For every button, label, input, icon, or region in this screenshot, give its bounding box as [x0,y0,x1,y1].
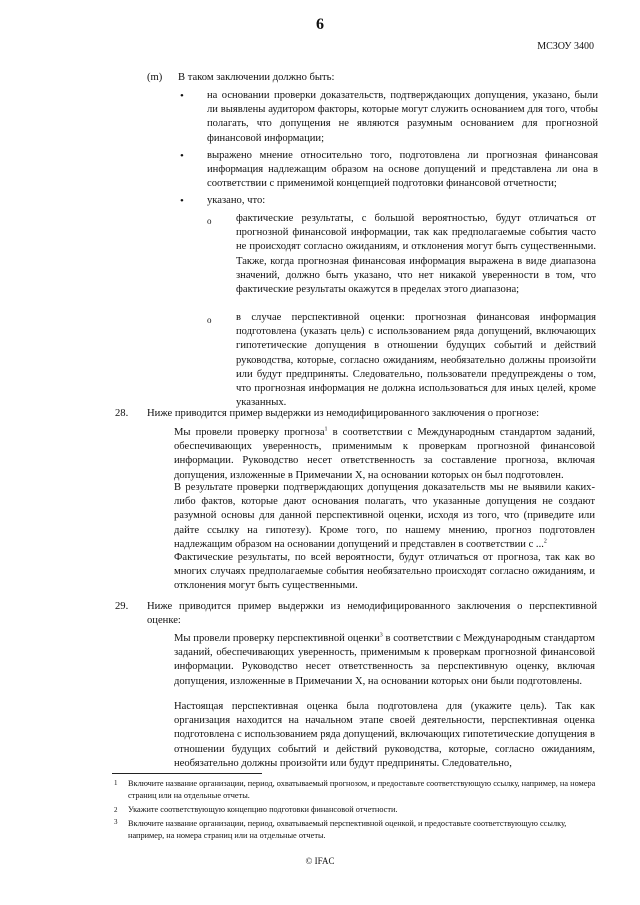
footnote-1-number: 1 [114,779,118,787]
footnote-3-number: 3 [114,818,118,826]
para-29-number: 29. [115,601,129,612]
bullet-3-text: указано, что: [207,195,266,206]
footnote-1: Включите название организации, период, охватываемый прогнозом, и предоставьте соответствующую ссылку, например, на номера страниц или на отдельные отчеты. [128,779,596,800]
para-28-quote-3: Фактические результаты, по всей вероятности, будут отличаться от прогноза, так как во многих случаях предполагаемые события необязательно происходят согласно ожиданиям, и отклонения могут быть существенными. [174,552,595,592]
footnote-2-number: 2 [114,806,118,814]
sub-bullet-2-text: в случае перспективной оценки: прогнозная финансовая информация подготовлена (указать цель) с использованием ряда допущений, включающих гипотетические допущения в отношении будущих событий и действий руководства, которые, согласно ожиданиям, необязательно должны произойти или будут предприняты. Следовательно, пользователи предупреждены о том, что прогнозная информация не должна использоваться для иных целей, кроме указанных. [236,312,596,409]
page-number: 6 [316,16,324,33]
footnote-divider [112,773,262,774]
para-28-quote-1: Мы провели проверку прогноза$^1$ в соответствии с Международным стандартом заданий, обеспечивающих уверенность, применимым к проверкам прогнозной финансовой информации. Руководство несет ответственность за составление прогноза, включая допущения, изложенные в Примечании Х, на основании которых он был подготовлен. [174,426,595,481]
sub-bullet-2: o [207,315,212,325]
document-code: МСЗОУ 3400 [537,41,594,52]
footnote-ref-2: 2 [543,538,547,545]
para-29-quote-1: Мы провели проверку перспективной оценки$^3$ в соответствии с Международным стандартом заданий, обеспечивающих уверенность, применимым к проверкам прогнозной финансовой информации. Руководство несет ответственность за перспективную оценку, включая допущения, изложенные в Примечании Х, на основании которых они были подготовлены. [174,632,595,687]
item-label-m: (m) [147,72,163,83]
bullet-1-text: на основании проверки доказательств, подтверждающих допущения, указано, были ли выявлены аудитором факторы, которые могут служить основанием для того, чтобы полагать, что допущения не являются разумным основанием для прогнозной финансовой информации; [207,90,598,144]
footnote-ref-3: 3 [379,632,383,639]
bullet-2-text: выражено мнение относительно того, подготовлена ли прогнозная финансовая информация надлежащим образом на основе допущений и представлена ли она в соответствии с применимой концепцией подготовки финансовой отчетности; [207,150,598,190]
para-28-intro: Ниже приводится пример выдержки из немодифицированного заключения о прогнозе: [147,408,540,419]
sub-bullet-1-text: фактические результаты, с большой вероятностью, будут отличаться от прогнозной финансовой информации, так как предполагаемые события часто не происходят согласно ожиданиям, и отклонения могут быть существенными. Также, когда прогнозная финансовая информация выражена в виде диапазона значений, должно быть указано, что нет никакой уверенности в том, что фактические результаты окажутся в пределах этого диапазона; [236,213,596,296]
bullet-3: • [180,195,184,207]
para-28-number: 28. [115,408,129,419]
item-m-intro: В таком заключении должно быть: [178,72,335,83]
sub-bullet-1: o [207,216,212,226]
footnote-3: Включите название организации, период, охватываемый перспективной оценкой, и предоставьте соответствующую ссылку, например, на номера страниц или на отдельные отчеты. [128,819,567,840]
para-29-quote-2: Настоящая перспективная оценка была подготовлена для (укажите цель). Так как организация находится на начальном этапе своей деятельности, перспективная оценка подготовлена с использованием ряда допущений, включающих гипотетические допущения в отношении будущих событий и действий руководства, которые, согласно ожиданиям, необязательно должны произойти или будут предприняты. Следовательно, [174,701,595,769]
copyright-footer: © IFAC [305,856,335,866]
footnote-ref-1: 1 [324,426,328,433]
para-28-quote-2: В результате проверки подтверждающих допущения доказательств мы не выявили каких-либо фактов, которые дают основания полагать, что указанные допущения не создают разумной основы для данной перспективной оценки, исходя из того, что (приведите или дайте ссылку на гипотезу). Кроме того, по нашему мнению, прогноз подготовлен надлежащим образом на основании допущений и представлен в соответствии с ...$^2$ [174,482,595,550]
footnote-2: Укажите соответствующую концепцию подготовки финансовой отчетности. [128,805,398,814]
bullet-1: • [180,90,184,102]
bullet-2: • [180,150,184,162]
para-29-intro: Ниже приводится пример выдержки из немодифицированного заключения о перспективной оценке: [147,601,597,627]
